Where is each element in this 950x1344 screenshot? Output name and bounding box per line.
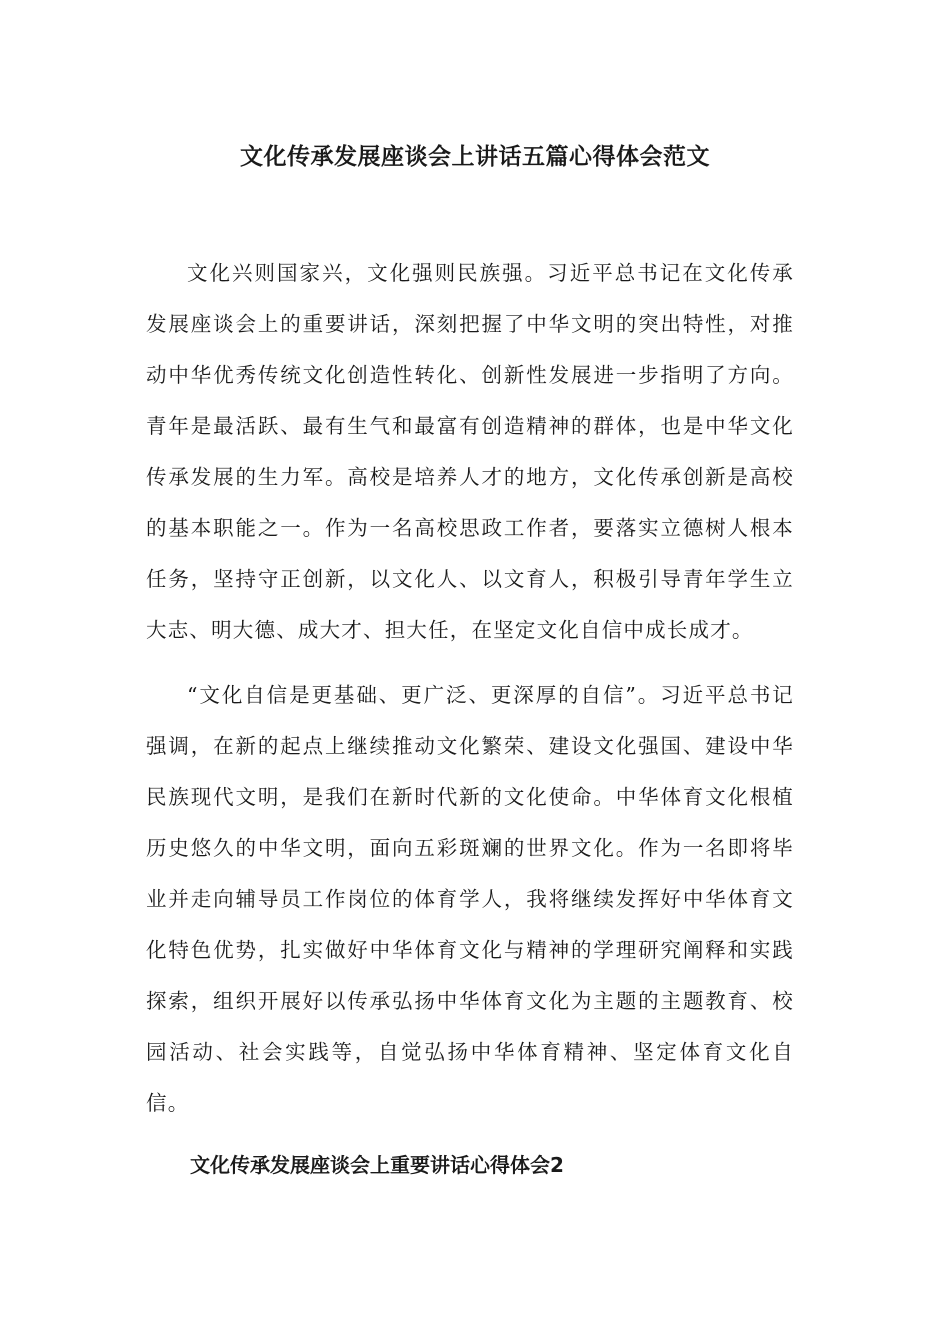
document-title: 文化传承发展座谈会上讲话五篇心得体会范文 [240,144,710,170]
document-body [146,248,794,1187]
body-paragraph-1: 文化兴则国家兴，文化强则民族强。习近平总书记在文化传承发展座谈会上的重要讲话，深刻把握了中华文明的突出特性，对推动中华优秀传统文化创造性转化、创新性发展进一步指明了方向。青年是最活跃、最有生气和最富有创造精神的群体，也是中华文化传承发展的生力军。高校是培养人才的地方，文化传承创新是高校的基本职能之一。作为一名高校思政工作者，要落实立德树人根本任务，坚持守正创新，以文化人、以文育人，积极引导青年学生立大志、明大德、成大才、担大任，在坚定文化自信中成长成才。 [146,261,794,642]
section-heading-2: 文化传承发展座谈会上重要讲话心得体会2 [190,1153,564,1177]
body-paragraph-2: “文化自信是更基础、更广泛、更深厚的自信”。习近平总书记强调，在新的起点上继续推动文化繁荣、建设文化强国、建设中华民族现代文明，是我们在新时代新的文化使命。中华体育文化根植历史悠久的中华文明，面向五彩斑斓的世界文化。作为一名即将毕业并走向辅导员工作岗位的体育学人，我将继续发挥好中华体育文化特色优势，扎实做好中华体育文化与精神的学理研究阐释和实践探索，组织开展好以传承弘扬中华体育文化为主题的主题教育、校园活动、社会实践等，自觉弘扬中华体育精神、坚定体育文化自信。 [146,683,794,1115]
